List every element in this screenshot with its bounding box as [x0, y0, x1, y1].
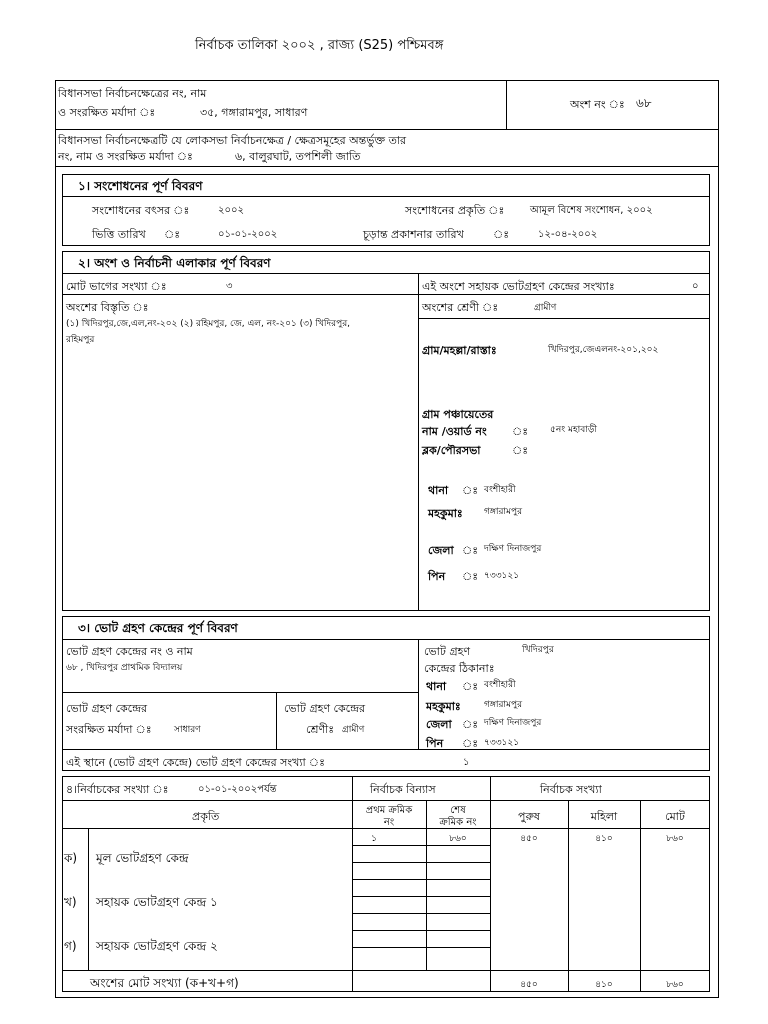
sections-count-label: মোট ভাগের সংখ্যা ঃ [66, 280, 167, 293]
district-value: দক্ষিণ দিনাজপুর [484, 544, 542, 554]
electors-date-value: ০১-০১-২০০২পর্যন্ত [198, 784, 277, 795]
section-2-box [62, 251, 710, 611]
col-total: মোট [665, 810, 685, 823]
divider [418, 273, 419, 611]
row-total: ৮৬০ [666, 834, 684, 844]
reserved-status-value: সাধারণ [174, 725, 201, 735]
revision-type-value: আমূল বিশেষ সংশোধন, ২০০২ [530, 205, 653, 216]
row-label: সহায়ক ভোটগ্রহণ কেন্দ্র ১ [96, 895, 218, 909]
gp-colon: ঃ [512, 425, 529, 438]
total-male: ৪৫০ [520, 980, 538, 990]
station-thana-value: বংশীহারী [484, 680, 516, 690]
row-letter: খ) [64, 895, 77, 909]
sections-count-value: ৩ [226, 281, 233, 292]
divider [352, 862, 490, 863]
station-pin-colon: ঃ [462, 737, 479, 750]
col-last-serial-2: ক্রমিক নং [439, 817, 477, 828]
col-female: মহিলা [590, 810, 618, 823]
publication-date-value: ১২-০৪-২০০২ [538, 229, 598, 240]
qualifying-date-label: ভিত্তি তারিখ [92, 228, 146, 241]
row-first-serial: ১ [371, 834, 377, 844]
publication-date-colon: ঃ [493, 228, 510, 241]
total-label: অংশের মোট সংখ্যা (ক+খ+গ) [90, 976, 239, 990]
row-letter: গ) [64, 939, 77, 953]
subdivision-value: গঙ্গারামপুর [484, 507, 523, 517]
row-label: মূল ভোটগ্রহণ কেন্দ্র [96, 851, 189, 865]
divider [62, 970, 710, 971]
col-nature: প্রকৃতি [192, 810, 220, 823]
row-label: সহায়ক ভোটগ্রহণ কেন্দ্র ২ [96, 939, 218, 953]
divider [62, 692, 418, 693]
col-first-serial-1: প্রথম ক্রমিক [365, 805, 413, 816]
col-first-serial-2: নং [383, 817, 395, 828]
publication-date-label: চূড়ান্ত প্রকাশনার তারিখ [363, 228, 464, 241]
gp-value: ৫নং মহাবাড়ী [550, 425, 597, 435]
station-address-label-1: ভোট গ্রহণ [424, 645, 471, 658]
station-type-label-2: শ্রেণীঃ [306, 723, 335, 736]
section-3-heading: ৩। ভোট গ্রহণ কেন্দ্রের পূর্ণ বিবরণ [78, 621, 238, 635]
gp-label-2: নাম /ওয়ার্ড নং [422, 425, 487, 438]
station-thana-label: থানা [426, 680, 447, 693]
divider [352, 947, 490, 948]
reserved-status-label-2: সংরক্ষিত মর্যাদা ঃ [66, 723, 152, 736]
divider [418, 318, 710, 319]
subdivision-label: মহকুমাঃ [428, 507, 463, 520]
village-value: খিদিরপুর,জেএলনং-২০১,২০২ [548, 345, 659, 355]
part-label: অংশ নং ঃ [570, 98, 625, 111]
divider [352, 913, 490, 914]
extent-value-line-2: রহিমপুর [66, 335, 95, 345]
thana-value: বংশীহারী [484, 485, 516, 495]
station-no-name-value: ৬৮ , খিদিরপুর প্রাথমিক বিদ্যালয় [66, 663, 183, 673]
divider [276, 692, 277, 749]
part-value: ৬৮ [636, 96, 652, 110]
pin-colon: ঃ [462, 570, 479, 583]
station-count-label: এই স্থানে (ভোট গ্রহণ কেন্দ্রে) ভোট গ্রহণ কেন্দ্রের সংখ্যা ঃ [66, 756, 325, 769]
electors-layout-label: নির্বাচক বিন্যাস [370, 783, 436, 796]
ac-value: ৩৫, গঙ্গারামপুর, সাধারণ [200, 106, 308, 119]
aux-stations-label: এই অংশে সহায়ক ভোটগ্রহণ কেন্দ্রের সংখ্যাঃ [422, 280, 615, 293]
thana-label: থানা [428, 484, 449, 497]
col-male: পুরুষ [518, 810, 540, 823]
station-type-label-1: ভোট গ্রহণ কেন্দ্রের [284, 702, 366, 715]
station-district-value: দক্ষিণ দিনাজপুর [484, 718, 542, 728]
divider [352, 896, 490, 897]
pin-value: ৭৩৩১২১ [484, 571, 520, 581]
aux-stations-value: ০ [692, 281, 699, 292]
revision-type-label: সংশোধনের প্রকৃতি ঃ [405, 204, 505, 217]
divider [418, 639, 419, 749]
electors-count-label: নির্বাচক সংখ্যা [540, 783, 602, 796]
station-subdivision-value: গঙ্গারামপুর [484, 700, 523, 710]
section-4-heading: ৪।নির্বাচকের সংখ্যা ঃ [66, 783, 169, 796]
block-colon: ঃ [512, 444, 529, 457]
divider [352, 930, 490, 931]
total-female: ৪১০ [595, 980, 613, 990]
reserved-status-label-1: ভোট গ্রহণ কেন্দ্রের [66, 702, 148, 715]
row-letter: ক) [64, 851, 78, 865]
part-category-value: গ্রামীণ [534, 303, 557, 313]
station-address-label-2: কেন্দ্রের ঠিকানাঃ [424, 662, 495, 675]
extent-value-line-1: (১) খিদিরপুর,জে,এল,নং-২০২ (২) রহিমপুর, জে, এল, নং-২০১ (৩) খিদিরপুর, [66, 319, 351, 329]
district-label: জেলা [428, 544, 454, 557]
station-pin-value: ৭৩৩১২১ [484, 738, 520, 748]
station-district-label: জেলা [426, 718, 452, 731]
block-label: ব্লক/পৌরসভা [422, 444, 481, 457]
pin-label: পিন [428, 570, 446, 583]
station-district-colon: ঃ [462, 718, 479, 731]
pc-line-2: নং, নাম ও সংরক্ষিত মর্যাদা ঃ [58, 150, 193, 163]
qualifying-date-colon: ঃ [164, 228, 181, 241]
gp-label-1: গ্রাম পঞ্চায়েতের [422, 408, 494, 421]
station-type-value: গ্রামীণ [342, 725, 365, 735]
total-total: ৮৬০ [666, 980, 684, 990]
page-title: নির্বাচক তালিকা ২০০২ , রাজ্য (S25) পশ্চিমবঙ্গ [195, 38, 444, 53]
section-2-heading: ২। অংশ ও নির্বাচনী এলাকার পূর্ণ বিবরণ [78, 256, 271, 270]
divider [62, 749, 710, 750]
village-label: গ্রাম/মহল্লা/রাস্তাঃ [422, 344, 497, 357]
divider [352, 879, 490, 880]
section-1-heading: ১। সংশোধনের পূর্ণ বিবরণ [78, 179, 203, 193]
ac-label-2: ও সংরক্ষিত মর্যাদা ঃ [58, 106, 156, 119]
thana-colon: ঃ [462, 484, 479, 497]
revision-year-label: সংশোধনের বৎসর ঃ [92, 204, 190, 217]
district-colon: ঃ [462, 544, 479, 557]
pc-line-1: বিধানসভা নির্বাচনক্ষেত্রটি যে লোকসভা নির্বাচনক্ষেত্র / ক্ষেত্রসমূহের অন্তর্ভুক্ত তার [58, 134, 407, 147]
part-category-label: অংশের শ্রেণী ঃ [422, 301, 499, 314]
qualifying-date-value: ০১-০১-২০০২ [218, 229, 278, 240]
station-count-value: ১ [463, 757, 470, 768]
station-subdivision-label: মহকুমাঃ [426, 700, 461, 713]
row-female: ৪১০ [595, 834, 613, 844]
row-last-serial: ৮৬০ [449, 834, 467, 844]
station-no-name-label: ভোট গ্রহণ কেন্দ্রের নং ও নাম [66, 645, 193, 658]
row-male: ৪৫০ [520, 834, 538, 844]
station-thana-colon: ঃ [462, 680, 479, 693]
ac-label: বিধানসভা নির্বাচনক্ষেত্রের নং, নাম [58, 87, 207, 100]
extent-label: অংশের বিস্তৃতি ঃ [66, 301, 149, 314]
col-last-serial-1: শেষ [450, 805, 466, 816]
revision-year-value: ২০০২ [218, 205, 245, 216]
station-pin-label: পিন [426, 737, 444, 750]
station-address-value: খিদিরপুর [522, 645, 554, 655]
divider [62, 800, 710, 801]
divider [88, 828, 89, 970]
pc-value: ৬, বালুরঘাট, তপশিলী জাতি [235, 150, 361, 163]
divider [506, 80, 507, 130]
